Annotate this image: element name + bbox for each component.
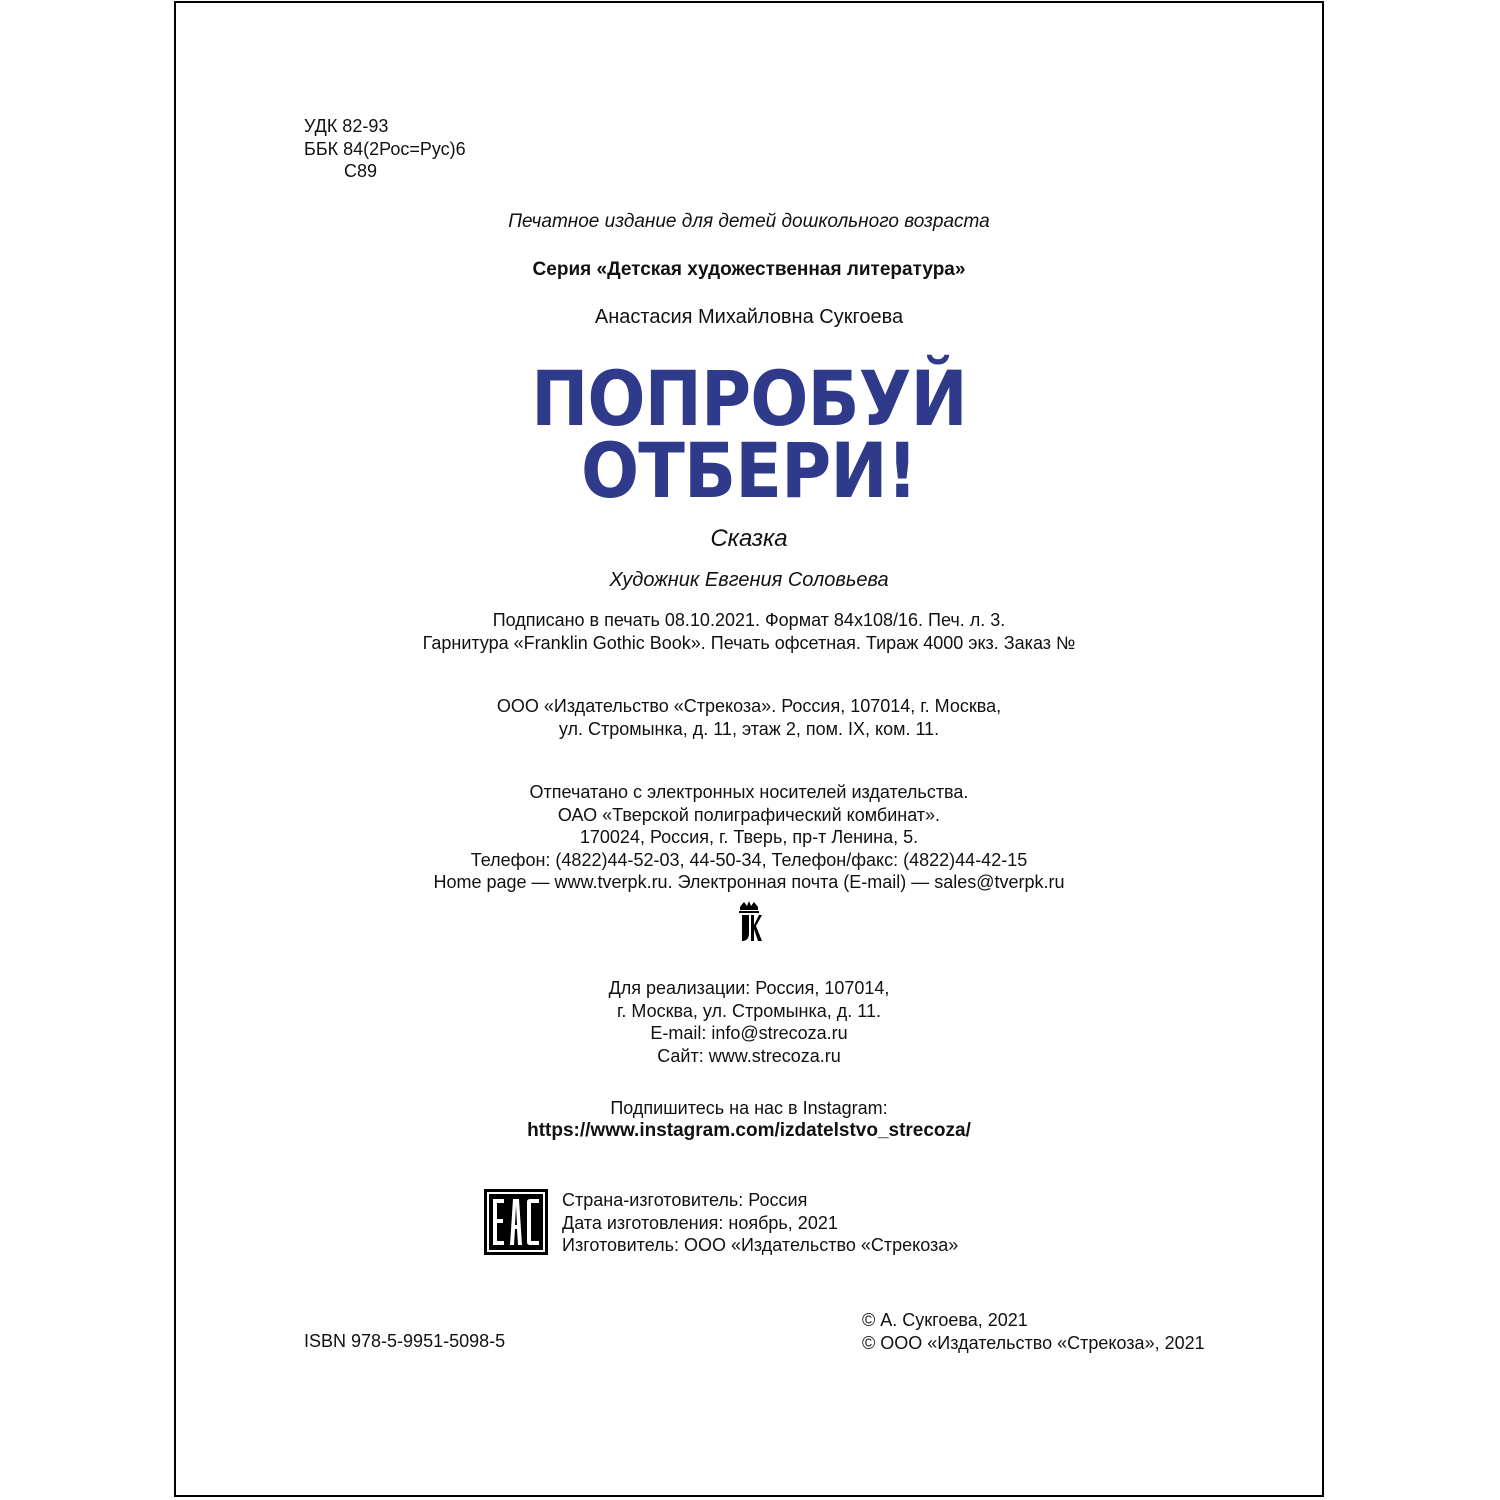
printer-monogram-icon xyxy=(736,901,762,943)
printer-line: Отпечатано с электронных носителей издательства. xyxy=(529,782,969,802)
copyright-line: © А. Сукгоева, 2021 xyxy=(862,1310,1028,1330)
imprint-page xyxy=(174,1,1324,1497)
book-title-line-1: ПОПРОБУЙ xyxy=(531,354,967,443)
author-name: Анастасия Михайловна Сукгоева xyxy=(594,306,904,328)
sales-line: Для реализации: Россия, 107014, xyxy=(608,978,890,998)
book-title-line-2: ОТБЕРИ! xyxy=(581,426,917,515)
bbk-code: ББК 84(2Рос=Рус)6 xyxy=(304,138,466,159)
copyright-block xyxy=(862,1309,1205,1354)
udk-code: УДК 82-93 xyxy=(304,116,389,136)
manufacturer-line: Изготовитель: ООО «Издательство «Стрекоза» xyxy=(562,1235,959,1255)
series-line xyxy=(176,259,1322,281)
instagram-block xyxy=(176,1097,1322,1142)
audience-note: Печатное издание для детей дошкольного возраста xyxy=(508,211,990,232)
manufacturer-line: Страна-изготовитель: Россия xyxy=(562,1190,808,1210)
publisher-block xyxy=(176,695,1322,740)
print-info-line: Гарнитура «Franklin Gothic Book». Печать офсетная. Тираж 4000 экз. Заказ № xyxy=(422,632,1076,653)
book-title xyxy=(233,354,1264,515)
publisher-line: ООО «Издательство «Стрекоза». Россия, 107014, г. Москва, xyxy=(496,696,1002,716)
printer-line: 170024, Россия, г. Тверь, пр-т Ленина, 5. xyxy=(579,827,919,847)
classification-block xyxy=(304,115,466,183)
copyright-line: © ООО «Издательство «Стрекоза», 2021 xyxy=(862,1332,1205,1353)
printer-line: ОАО «Тверской полиграфический комбинат». xyxy=(557,804,941,825)
manufacturer-block xyxy=(562,1189,958,1257)
print-info-block xyxy=(176,609,1322,654)
series-name: «Детская художественная литература» xyxy=(596,259,966,280)
series-prefix: Серия xyxy=(532,259,597,280)
manufacturer-line: Дата изготовления: ноябрь, 2021 xyxy=(562,1212,838,1233)
instagram-label: Подпишитесь на нас в Instagram: xyxy=(610,1098,888,1118)
isbn: ISBN 978-5-9951-5098-5 xyxy=(304,1331,506,1351)
sales-line: Сайт: www.strecoza.ru xyxy=(657,1045,841,1066)
sales-block xyxy=(176,977,1322,1067)
printer-line: Home page — www.tverpk.ru. Электронная почта (E-mail) — sales@tverpk.ru xyxy=(433,872,1065,892)
author-mark-code: С89 xyxy=(344,161,378,181)
print-info-line: Подписано в печать 08.10.2021. Формат 84х108/16. Печ. л. 3. xyxy=(492,610,1006,630)
genre: Сказка xyxy=(710,525,788,552)
sales-line: E-mail: info@strecoza.ru xyxy=(650,1023,848,1043)
instagram-link[interactable]: https://www.instagram.com/izdatelstvo_strecoza/ xyxy=(527,1119,971,1141)
printer-block xyxy=(176,781,1322,894)
eac-certification-icon xyxy=(484,1189,548,1255)
printer-line: Телефон: (4822)44-52-03, 44-50-34, Телефон/факс: (4822)44-42-15 xyxy=(470,849,1028,870)
publisher-line: ул. Стромынка, д. 11, этаж 2, пом. IX, ком. 11. xyxy=(558,718,940,739)
illustrator: Художник Евгения Соловьева xyxy=(609,569,889,591)
sales-line: г. Москва, ул. Стромынка, д. 11. xyxy=(617,1000,881,1021)
